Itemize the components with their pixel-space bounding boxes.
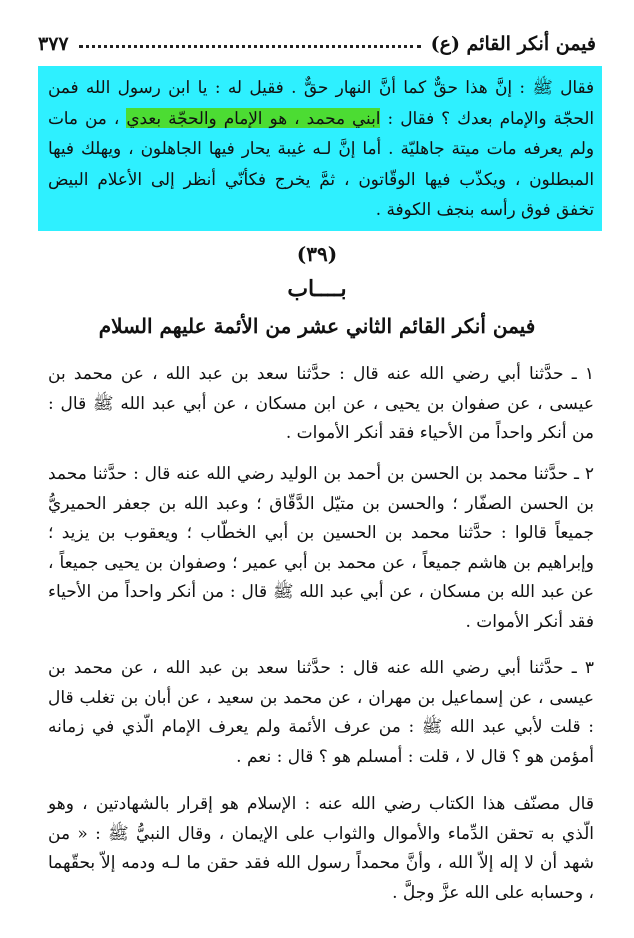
highlight-intro-text: فقال ﷺ : إنَّ هذا حقٌّ كما أنَّ النهار حقٌّ . فقيل له : يا ابن رسول الله فمن الحجّة والإمام بعدك ؟ فقال :: [48, 77, 594, 128]
chapter-heading-word: بــــاب: [287, 276, 347, 302]
chapter-number: (٣٩): [296, 242, 338, 266]
hadith-paragraph-1: ١ ـ حدَّثنا أبي رضي الله عنه قال : حدَّثنا سعد بن عبد الله ، عن محمد بن عيسى ، عن صفوان بن يحيى ، عن ابن مسكان ، عن أبي عبد الله ﷺ قال : من أنكر واحداً من الأحياء فقد أنكر الأموات .: [48, 364, 594, 444]
header-title: فيمن أنكر القائم (ع): [430, 33, 596, 55]
highlighted-passage[interactable]: [48, 72, 594, 225]
running-header: [38, 30, 596, 58]
chapter-title: فيمن أنكر القائم الثاني عشر من الأئمة عليهم السلام: [98, 314, 536, 338]
hadith-paragraph-3: ٣ ـ حدَّثنا أبي رضي الله عنه قال : حدَّثنا سعد بن عبد الله ، عن محمد بن عيسى ، عن إسماعيل بن مهران ، عن محمد بن سعيد ، عن أبان بن تغلب قال : قلت لأبي عبد الله ﷺ : من عرف الأئمة ولم يعرف الإمام الّذي في زمانه أمؤمن هو ؟ قال لا ، قلت : أمسلم هو ؟ قال : نعم .: [48, 658, 594, 767]
author-commentary-paragraph: قال مصنّف هذا الكتاب رضي الله عنه : الإسلام هو إقرار بالشهادتين ، وهو الّذي به تحقن الدِّماء والأموال والثواب على الإيمان ، وقال النبيُّ ﷺ : « من شهد أن لا إله إلاّ الله ، وأنَّ محمداً رسول الله فقد حقن ما لـه ودمه إلاّ بحقّهما ، وحسابه على الله عزَّ وجلَّ .: [48, 794, 594, 903]
header-dot-leader: [79, 45, 421, 48]
green-highlight-text: ابني محمد ، هو الإمام والحجّة بعدي: [126, 107, 381, 128]
hadith-paragraph-2: ٢ ـ حدَّثنا محمد بن الحسن بن أحمد بن الوليد رضي الله عنه قال : حدَّثنا محمد بن الحسن الصفّار ؛ والحسن بن متيّل الدَّقّاق ؛ وعبد الله بن جعفر الحميريُّ جميعاً قالوا : حدَّثنا محمد بن الحسين بن أبي الخطّاب ؛ ويعقوب بن يزيد ؛ وإبراهيم بن هاشم جميعاً ، عن محمد بن أبي عمير ؛ وصفوان بن يحيى جميعاً ، عن عبد الله بن مسكان ، عن أبي عبد الله ﷺ قال : من أنكر واحداً من الأحياء فقد أنكر الأموات .: [48, 464, 594, 632]
page-number: ٣٧٧: [38, 33, 69, 55]
highlight-rest-text: ، من مات ولم يعرفه مات ميتة جاهليّة . أما إنَّ لـه غيبة يحار فيها الجاهلون ، ويهلك فيها المبطلون ، ويكذّب فيها الوقّاتون ، ثمَّ يخرج فكأنّي أنظر إلى الأعلام البيض تخفق فوق رأسه بنجف الكوفة .: [48, 107, 594, 219]
